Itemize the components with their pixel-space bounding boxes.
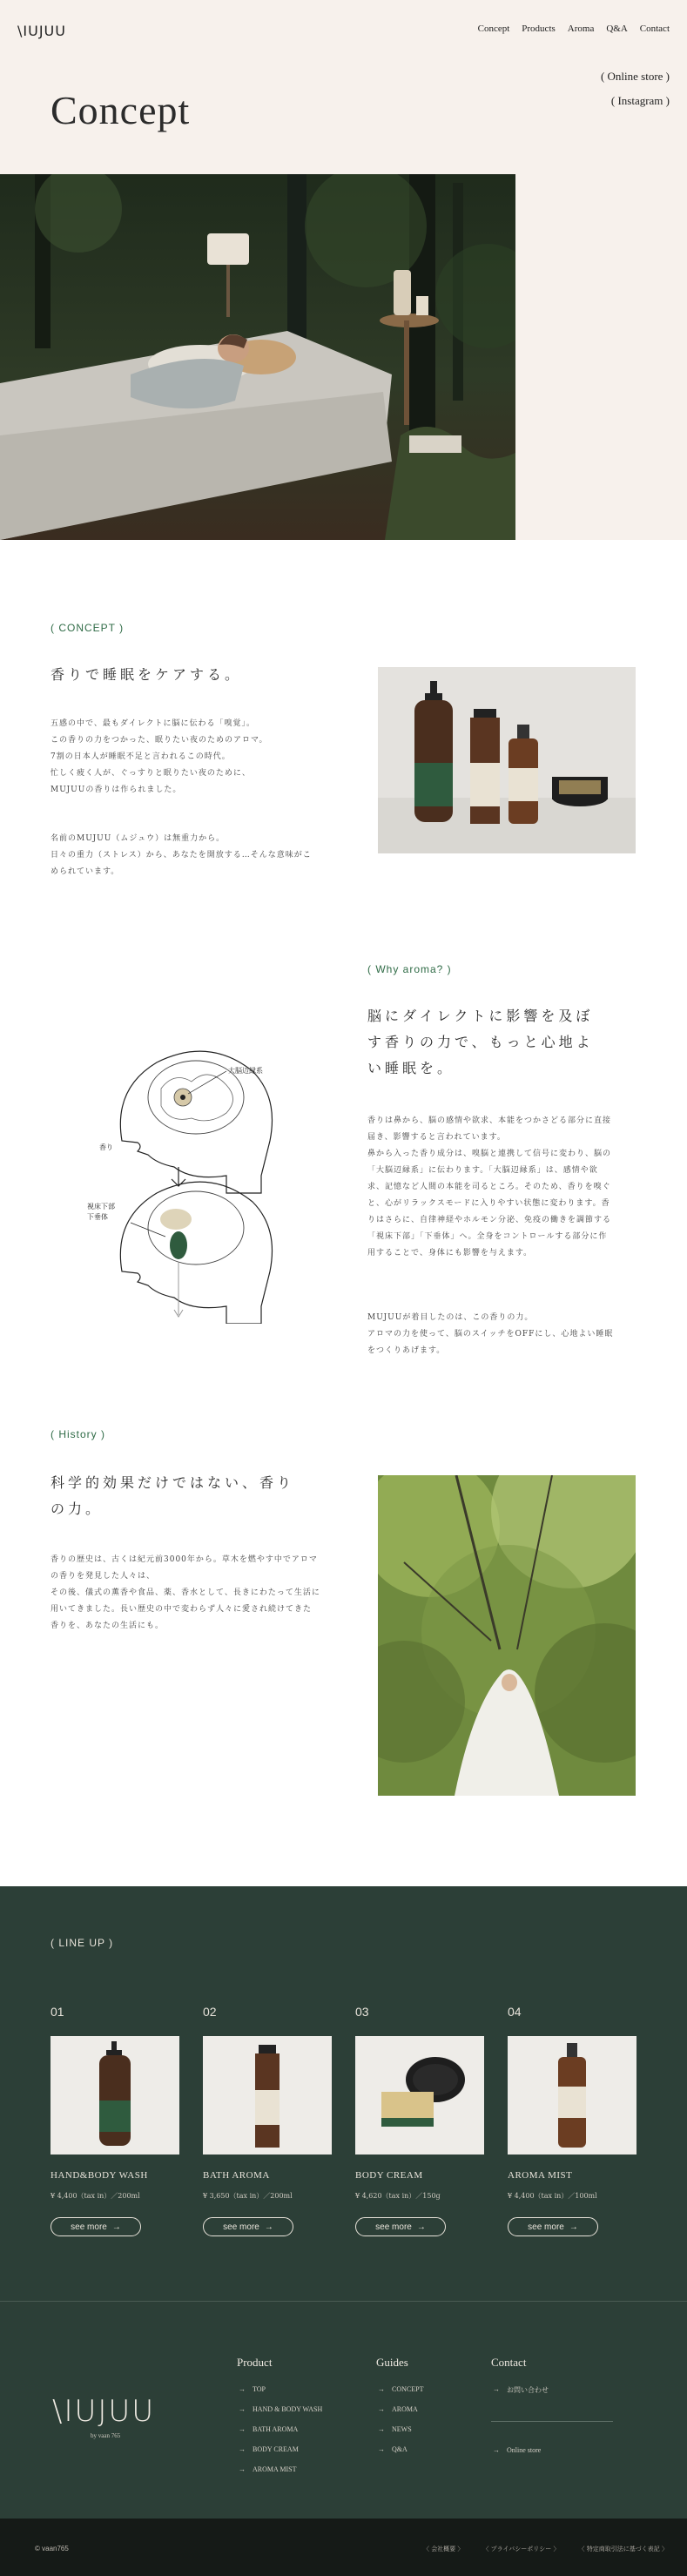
arrow-right-icon: →: [493, 2385, 500, 2393]
arrow-right-icon: →: [493, 2446, 500, 2454]
link-label: AROMA: [392, 2405, 418, 2413]
footer: [0, 2301, 687, 2519]
see-more-label: see more: [528, 2222, 564, 2232]
heading-line: す香りの力で、もっと心地よ: [367, 1034, 594, 1050]
text-line: MUJUUの香りは作られました。: [51, 786, 182, 794]
product-image-hand-body-wash[interactable]: [51, 2036, 179, 2155]
privacy-policy-link[interactable]: 〈 プライバシーポリシー 〉: [482, 2546, 560, 2552]
logo[interactable]: \IUJUU: [17, 23, 66, 39]
commercial-law-link[interactable]: 〈 特定商取引法に基づく表記 〉: [578, 2546, 668, 2552]
link-label: Online store: [507, 2446, 542, 2454]
product-image-aroma-mist[interactable]: [508, 2036, 636, 2155]
text-line: アロマの力を使って、脳のスイッチをOFFにし、心地よい睡眠: [367, 1330, 614, 1339]
nav-concept[interactable]: Concept: [477, 24, 510, 34]
item-price: ¥ 4,620（tax in）／150g: [355, 2192, 441, 2200]
item-name: HAND&BODY WASH: [51, 2170, 148, 2181]
link-label: CONCEPT: [392, 2385, 424, 2393]
arrow-right-icon: →: [378, 2405, 385, 2413]
item-price: ¥ 4,400（tax in）／200ml: [51, 2192, 140, 2200]
text-line: 鼻から入った香り成分は、嗅脳と連携して信号に変わり、脳の: [367, 1150, 612, 1158]
hero-header: [0, 0, 687, 174]
nav-contact[interactable]: Contact: [639, 24, 670, 34]
arrow-right-icon: →: [239, 2405, 246, 2413]
hero-image: [0, 174, 515, 540]
lineup-section: [0, 1886, 687, 2301]
concept-paragraph-1: [51, 716, 381, 799]
text-line: と、心がリラックスモードに入りやすい状態に変わります。香: [367, 1199, 610, 1208]
arrow-right-icon: →: [239, 2465, 246, 2473]
see-more-button[interactable]: [355, 2217, 446, 2236]
heading-line: の力。: [51, 1500, 104, 1517]
heading-line: 脳にダイレクトに影響を及ぼ: [367, 1008, 594, 1024]
item-number: 04: [508, 2005, 522, 2019]
text-line: 忙しく疲く人が、ぐっすりと眠りたい夜のために、: [51, 769, 251, 778]
footer-heading-product: Product: [237, 2356, 273, 2369]
history-label: ( History ): [51, 1428, 105, 1440]
item-number: 01: [51, 2005, 64, 2019]
item-name: BODY CREAM: [355, 2170, 423, 2181]
instagram-link[interactable]: ( Instagram ): [610, 94, 670, 107]
link-label: NEWS: [392, 2425, 412, 2433]
hero-side-panel: [515, 174, 687, 540]
nav-aroma[interactable]: Aroma: [567, 24, 595, 34]
link-label: AROMA MIST: [253, 2465, 297, 2473]
item-price: ¥ 4,400（tax in）／100ml: [508, 2192, 597, 2200]
item-name: AROMA MIST: [508, 2170, 573, 2181]
text-line: 五感の中で、最もダイレクトに脳に伝わる「嗅覚」。: [51, 719, 255, 728]
bottom-bar: [0, 2519, 687, 2576]
link-label: TOP: [253, 2385, 266, 2393]
link-label: HAND & BODY WASH: [253, 2405, 323, 2413]
footer-link-body-cream[interactable]: [239, 2445, 299, 2453]
history-heading: [51, 1470, 347, 1522]
item-name: BATH AROMA: [203, 2170, 270, 2181]
footer-divider: [491, 2421, 613, 2422]
text-line: その後、儀式の薫香や食品、薬、香水として、長きにわたって生活に: [51, 1588, 320, 1597]
text-line: の香りを発見した人々は、: [51, 1572, 156, 1581]
text-line: 届き、影響すると言われています。: [367, 1133, 506, 1142]
text-line: 香りの歴史は、古くは紀元前3000年から。草木を燃やす中でアロマ: [51, 1555, 318, 1564]
footer-link-qa[interactable]: [378, 2445, 407, 2453]
footer-link-aroma[interactable]: [378, 2405, 418, 2413]
link-label: お問い合わせ: [507, 2386, 549, 2394]
link-label: Q&A: [392, 2445, 407, 2453]
aroma-label: ( Why aroma? ): [367, 963, 452, 975]
arrow-right-icon: →: [378, 2425, 385, 2433]
footer-sub: by vaan 765: [91, 2432, 121, 2439]
label-aroma: 香り: [99, 1143, 113, 1151]
brain-diagram: [78, 1010, 296, 1324]
text-line: りはさらに、自律神経やホルモン分泌、免疫の働きを調節する: [367, 1216, 612, 1224]
text-line: MUJUUが着目したのは、この香りの力。: [367, 1313, 534, 1322]
see-more-label: see more: [223, 2222, 259, 2232]
item-number: 03: [355, 2005, 369, 2019]
text-line: 名前のMUJUU（ムジュウ）は無重力から。: [51, 834, 226, 843]
arrow-right-icon: →: [111, 2222, 121, 2232]
text-line: 「視床下部」「下垂体」へ。全身をコントロールする部分に作: [367, 1232, 608, 1241]
footer-link-concept[interactable]: [378, 2385, 423, 2393]
aroma-heading: [367, 1003, 646, 1082]
external-links: [601, 64, 670, 113]
footer-link-top[interactable]: [239, 2385, 266, 2393]
text-line: 日々の重力（ストレス）から、あなたを開放する…そんな意味がこ: [51, 851, 312, 860]
footer-heading-guides: Guides: [376, 2356, 408, 2369]
text-line: 「大脳辺縁系」に伝わります。「大脳辺縁系」は、感情や欲: [367, 1166, 598, 1175]
heading-line: 科学的効果だけではない、香り: [51, 1474, 295, 1491]
arrow-right-icon: →: [416, 2222, 426, 2232]
text-line: められています。: [51, 867, 120, 876]
item-price: ¥ 3,650（tax in）／200ml: [203, 2192, 293, 2200]
concept-label: ( CONCEPT ): [51, 622, 125, 634]
see-more-button[interactable]: [203, 2217, 293, 2236]
concept-paragraph-2: [51, 831, 390, 880]
item-number: 02: [203, 2005, 217, 2019]
copyright: © vaan765: [35, 2545, 69, 2552]
footer-link-inquiry[interactable]: [493, 2385, 549, 2395]
history-paragraph: [51, 1552, 355, 1635]
arrow-right-icon: →: [378, 2385, 385, 2393]
footer-link-hand-body-wash[interactable]: [239, 2405, 322, 2413]
label-hypo-2: 下垂体: [87, 1213, 108, 1221]
aroma-paragraph-1: [367, 1113, 655, 1262]
text-line: 香りは鼻から、脳の感情や欲求、本能をつかさどる部分に直接: [367, 1116, 612, 1125]
link-label: BATH AROMA: [253, 2425, 299, 2433]
text-line: 7割の日本人が睡眠不足と言われるこの時代。: [51, 752, 231, 761]
see-more-label: see more: [71, 2222, 107, 2232]
lineup-label: ( LINE UP ): [51, 1937, 114, 1949]
link-label: BODY CREAM: [253, 2445, 299, 2453]
product-image-body-cream[interactable]: [355, 2036, 484, 2155]
text-line: この香りの力をつかった、眠りたい夜のためのアロマ。: [51, 736, 268, 745]
arrow-right-icon: →: [239, 2385, 246, 2393]
forest-photo: [378, 1475, 636, 1796]
arrow-right-icon: →: [569, 2222, 578, 2232]
legal-links: [423, 2545, 668, 2553]
arrow-right-icon: →: [378, 2445, 385, 2453]
products-photo: [378, 667, 636, 853]
label-limbic: 大脳辺縁系: [228, 1067, 263, 1075]
footer-logo[interactable]: \IUJUU: [52, 2394, 156, 2429]
text-line: 用することで、身体にも影響を与えます。: [367, 1249, 533, 1258]
online-store-link[interactable]: ( Online store ): [600, 70, 670, 83]
text-line: 用いてきました。長い歴史の中で変わらず人々に愛され続けてきた: [51, 1605, 313, 1614]
page-title: Concept: [51, 88, 191, 132]
text-line: 香りを、あなたの生活にも。: [51, 1622, 165, 1630]
arrow-right-icon: →: [239, 2445, 246, 2453]
label-hypo-1: 視床下部: [87, 1203, 115, 1210]
footer-link-news[interactable]: [378, 2425, 412, 2433]
footer-link-online-store[interactable]: [493, 2446, 541, 2454]
footer-link-aroma-mist[interactable]: [239, 2465, 296, 2473]
nav-products[interactable]: Products: [522, 24, 556, 34]
footer-link-bath-aroma[interactable]: [239, 2425, 298, 2433]
product-image-bath-aroma[interactable]: [203, 2036, 332, 2155]
heading-line: い睡眠を。: [367, 1060, 455, 1076]
see-more-label: see more: [375, 2222, 412, 2232]
text-line: 求、記憶など人間の本能を司るところ。そのため、香りを嗅ぐ: [367, 1183, 611, 1191]
see-more-button[interactable]: [508, 2217, 598, 2236]
nav-qa[interactable]: Q&A: [606, 24, 628, 34]
main-nav: [478, 24, 670, 34]
footer-heading-contact: Contact: [491, 2356, 527, 2369]
text-line: をつくりあげます。: [367, 1346, 446, 1355]
aroma-paragraph-2: [367, 1310, 655, 1359]
company-link[interactable]: 〈 会社概要 〉: [422, 2546, 464, 2552]
arrow-right-icon: →: [264, 2222, 273, 2232]
arrow-right-icon: →: [239, 2425, 246, 2433]
concept-heading: 香りで睡眠をケアする。: [51, 666, 243, 683]
see-more-button[interactable]: [51, 2217, 141, 2236]
